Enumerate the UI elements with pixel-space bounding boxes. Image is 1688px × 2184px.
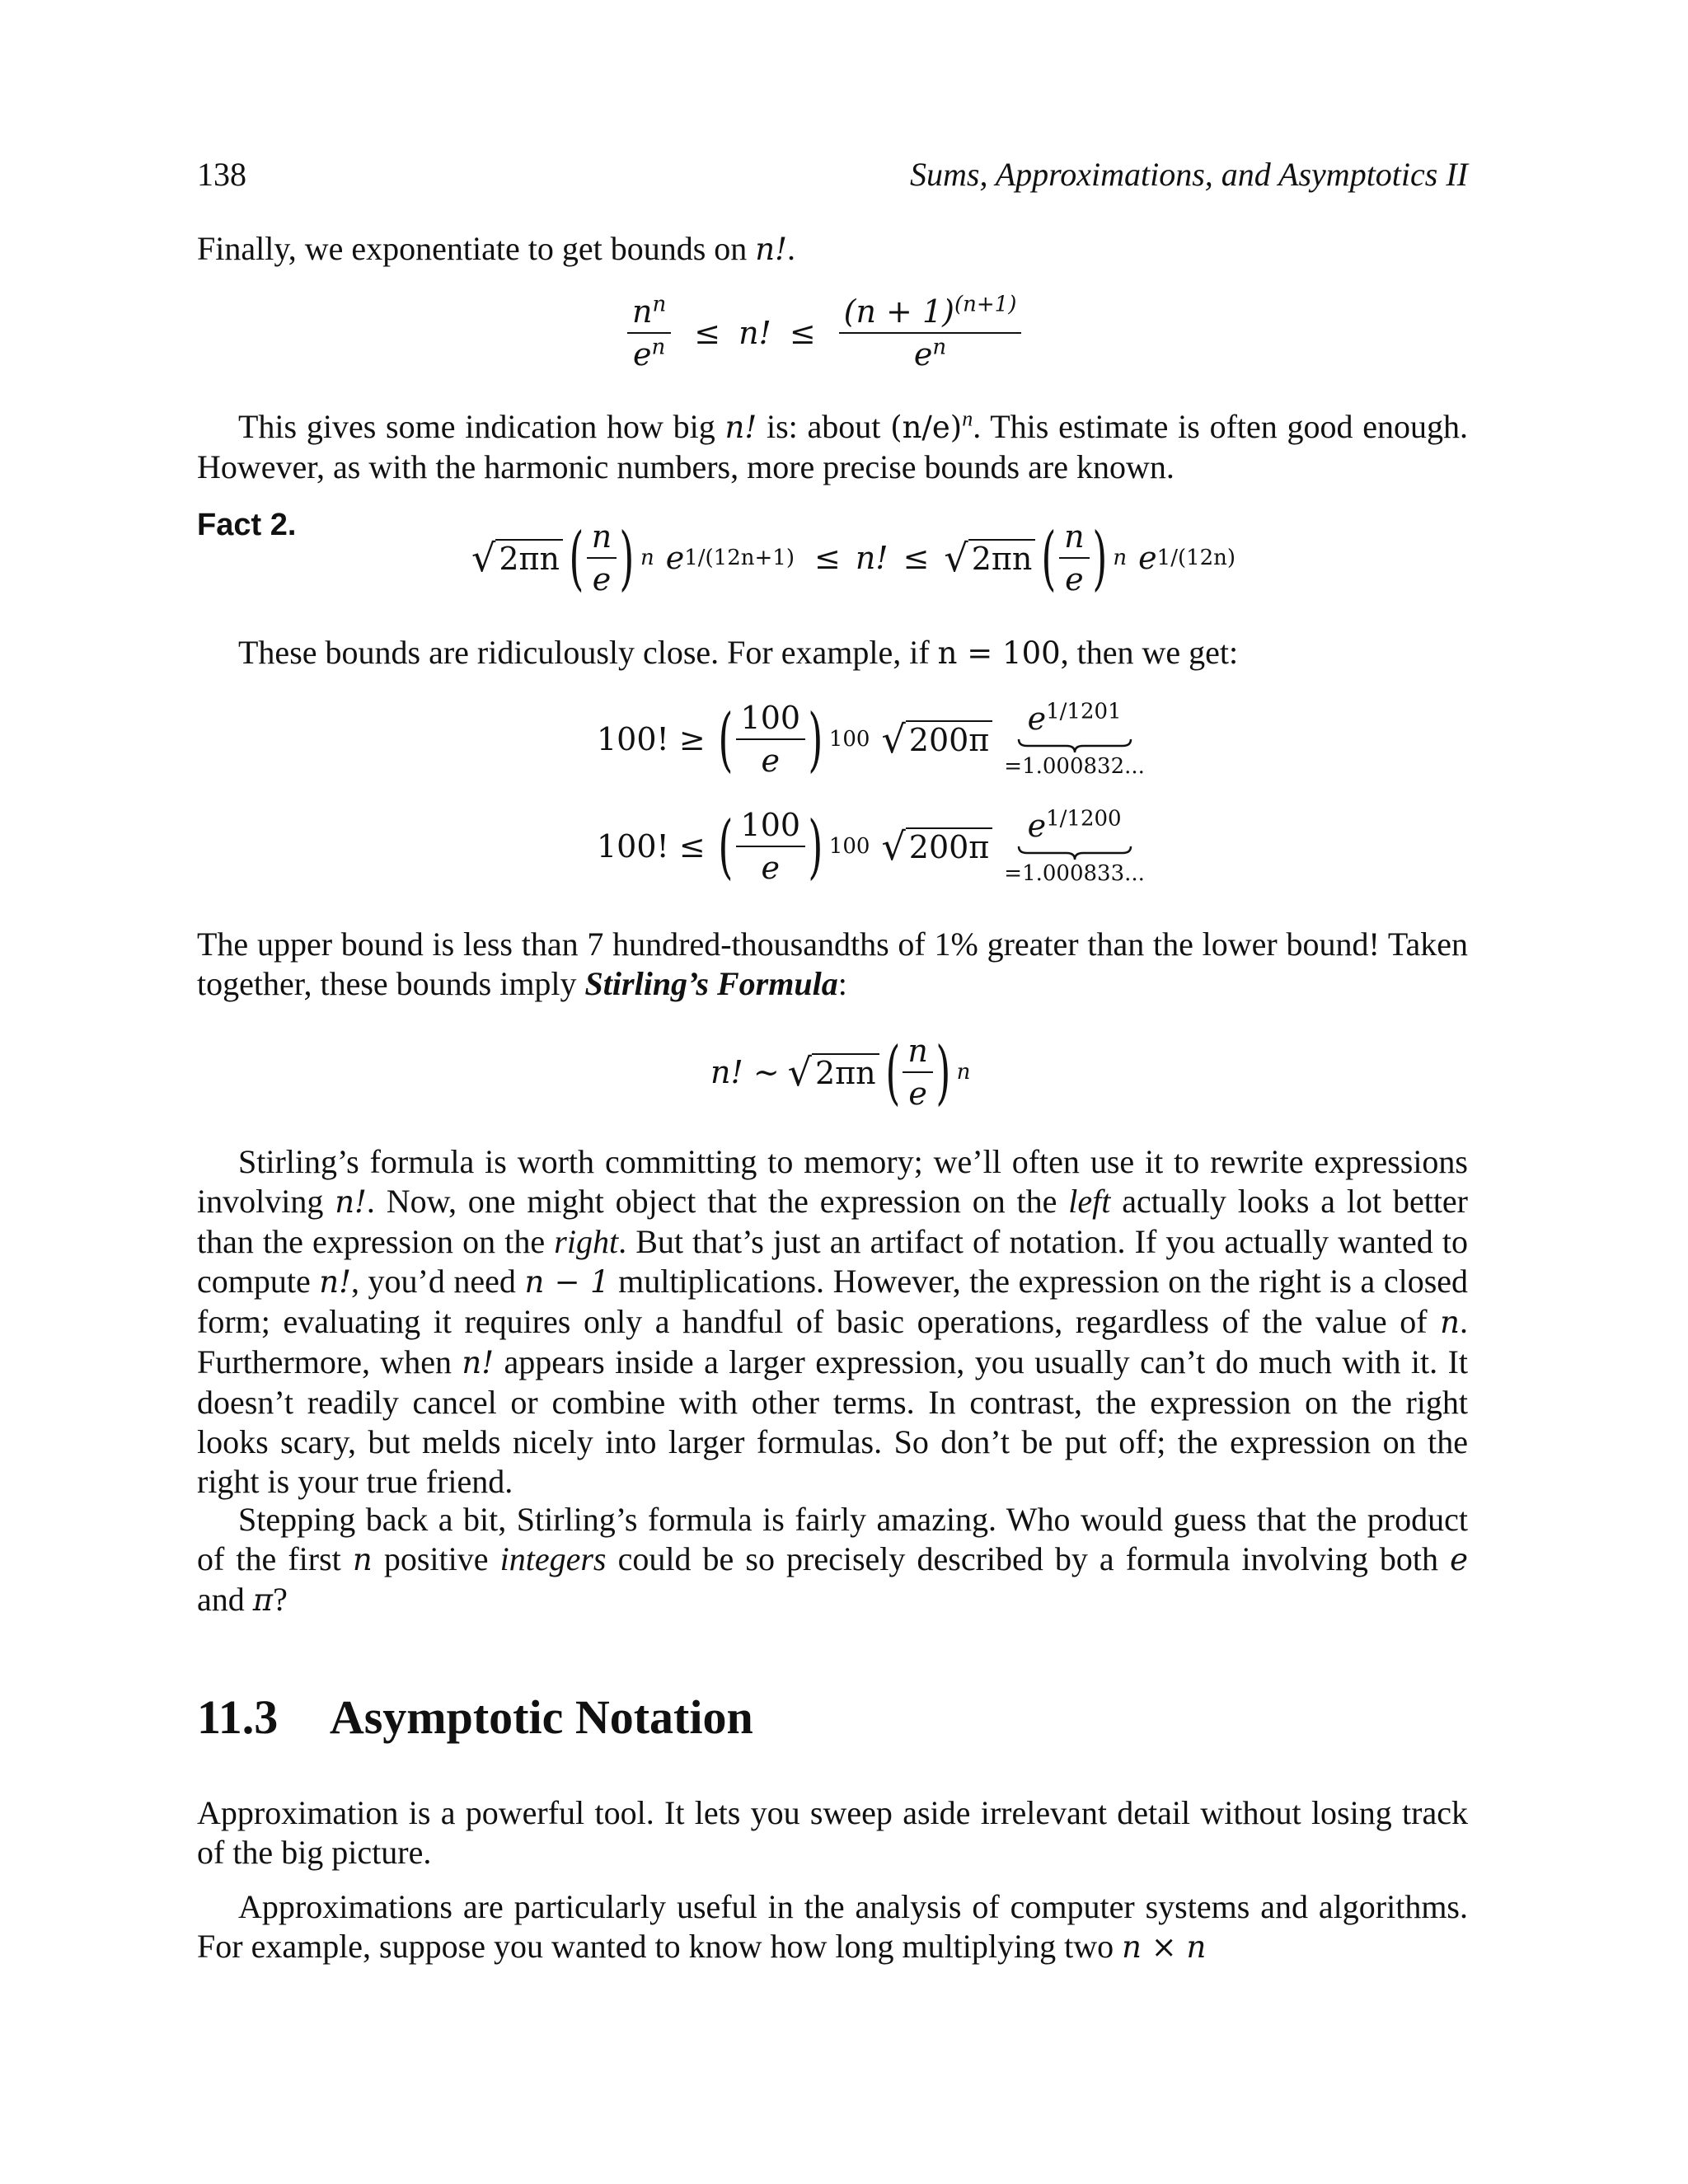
underbrace: $e^{1/1201}$ =1.000832... [1004,699,1145,779]
section-number: 11.3 [197,1690,279,1744]
fraction: $\frac{n^n}{e^n}$ [627,293,671,373]
underbrace: $e^{1/1200}$ =1.000833... [1004,806,1145,886]
section-heading [197,1690,753,1745]
page-number: 138 [197,156,246,193]
equation-fact-2: √ 2πn ( $\frac{n}{e}$ ) n e 1/(12n+1) ≤ n! ≤ √ 2πn ( $\frac{n}{e}$ ) n e 1/(12n) [471,518,1236,598]
paragraph-8: Approximations are particularly useful in the analysis of computer systems and algorithms. For example, suppose you wanted to know how long multiplying two n × n [197,1888,1468,1965]
paragraph-2: This gives some indication how big n! is: about $(n/e)^n$. This estimate is often good enough. However, as with the harmonic numbers, more precise bounds are known. [197,406,1469,485]
equation-100-upper: 100! ≤ ( $\frac{100}{e}$ ) 100 √ 200π $e^{1/1200}$ =1.000833... [597,806,1145,887]
running-title: Sums, Approximations, and Asymptotics II [909,156,1468,193]
paragraph-4: The upper bound is less than 7 hundred-thousandths of 1% greater than the lower bound! Taken together, these bounds imply Stirling’s Formula: [197,926,1468,1002]
paragraph-5: Stirling’s formula is worth committing to memory; we’ll often use it to rewrite expressions involving n!. Now, one might object that the expression on the left actually looks a lot better than the expression on the right. But that’s just an artifact of notation. If you actually wanted to compute n!, you’d need n − 1 multiplications. However, the expression on the right is a closed form; evaluating it requires only a handful of basic operations, regardless of the value of n. Furthermore, when n! appears inside a larger expression, you usually can’t do much with it. It doesn’t readily cancel or combine with other terms. In contrast, the expression on the right looks scary, but melds nicely into larger formulas. So don’t be put off; the expression on the right is your true friend. [197,1143,1469,1500]
fraction: $\frac{(n + 1)^{(n+1)}}{e^n}$ [839,293,1022,373]
section-title: Asymptotic Notation [329,1690,753,1744]
equation-100-lower: 100! ≥ ( $\frac{100}{e}$ ) 100 √ 200π $e^{1/1201}$ =1.000832... [597,699,1145,780]
paragraph-6: Stepping back a bit, Stirling’s formula is fairly amazing. Who would guess that the product of the first n positive integers could be so precisely described by a formula involving both e and π? [197,1501,1469,1618]
paragraph-3: These bounds are ridiculously close. For example, if n = 100, then we get: [238,634,1239,671]
equation-factorial-bounds: $\frac{n^n}{e^n}$ ≤ n! ≤ $\frac{(n + 1)^{(n+1)}}{e^n}$ [622,293,1026,373]
equation-stirling: n! ∼ √ 2πn ( $\frac{n}{e}$ ) n [710,1032,971,1113]
fact-label: Fact 2. [197,508,297,542]
paragraph-7: Approximation is a powerful tool. It lets you sweep aside irrelevant detail without losing track of the big picture. [197,1794,1468,1871]
paragraph-1: Finally, we exponentiate to get bounds on n!. [197,230,795,267]
